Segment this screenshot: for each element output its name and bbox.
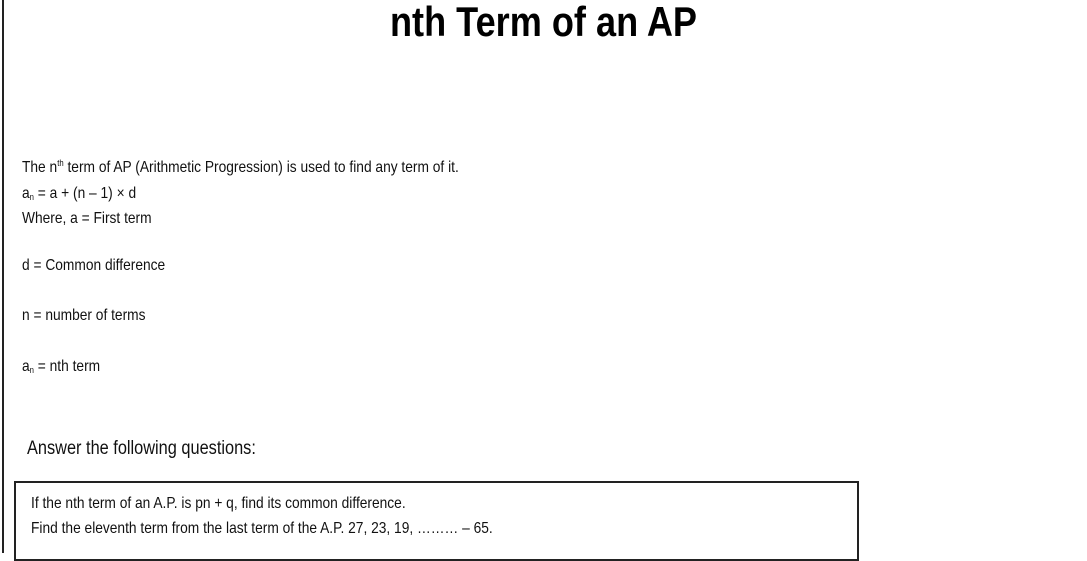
intro-suffix: term of AP (Arithmetic Progression) is used to find any term of it.	[63, 159, 459, 176]
definition-text: Where, a = First term	[22, 210, 152, 227]
page-title	[0, 0, 1087, 44]
definition-number-of-terms	[22, 307, 146, 325]
definition-text: n = number of terms	[22, 307, 146, 324]
intro-prefix: The n	[22, 159, 58, 176]
formula-lhs-subscript: n	[29, 192, 34, 202]
question-item: Find the eleventh term from the last term of the A.P. 27, 23, 19, ……… – 65.	[31, 520, 493, 537]
page-title-text: nth Term of an AP	[389, 0, 698, 45]
intro-text	[22, 159, 459, 177]
page-left-border	[2, 0, 4, 553]
definition-nth-term	[22, 358, 100, 376]
definition-symbol-subscript: n	[29, 365, 34, 375]
definition-first-term	[22, 210, 152, 228]
definition-common-difference	[22, 257, 165, 275]
questions-box	[14, 481, 859, 561]
definition-text: d = Common difference	[22, 257, 166, 274]
formula-rhs: = a + (n – 1) × d	[33, 185, 137, 202]
formula	[22, 185, 136, 203]
formula-lhs: a	[22, 185, 30, 202]
definition-text: = nth term	[33, 358, 101, 375]
definition-symbol: a	[22, 358, 30, 375]
questions-prompt: Answer the following questions:	[27, 438, 256, 459]
question-item: If the nth term of an A.P. is pn + q, find its common difference.	[31, 495, 406, 512]
intro-superscript: th	[57, 158, 64, 168]
